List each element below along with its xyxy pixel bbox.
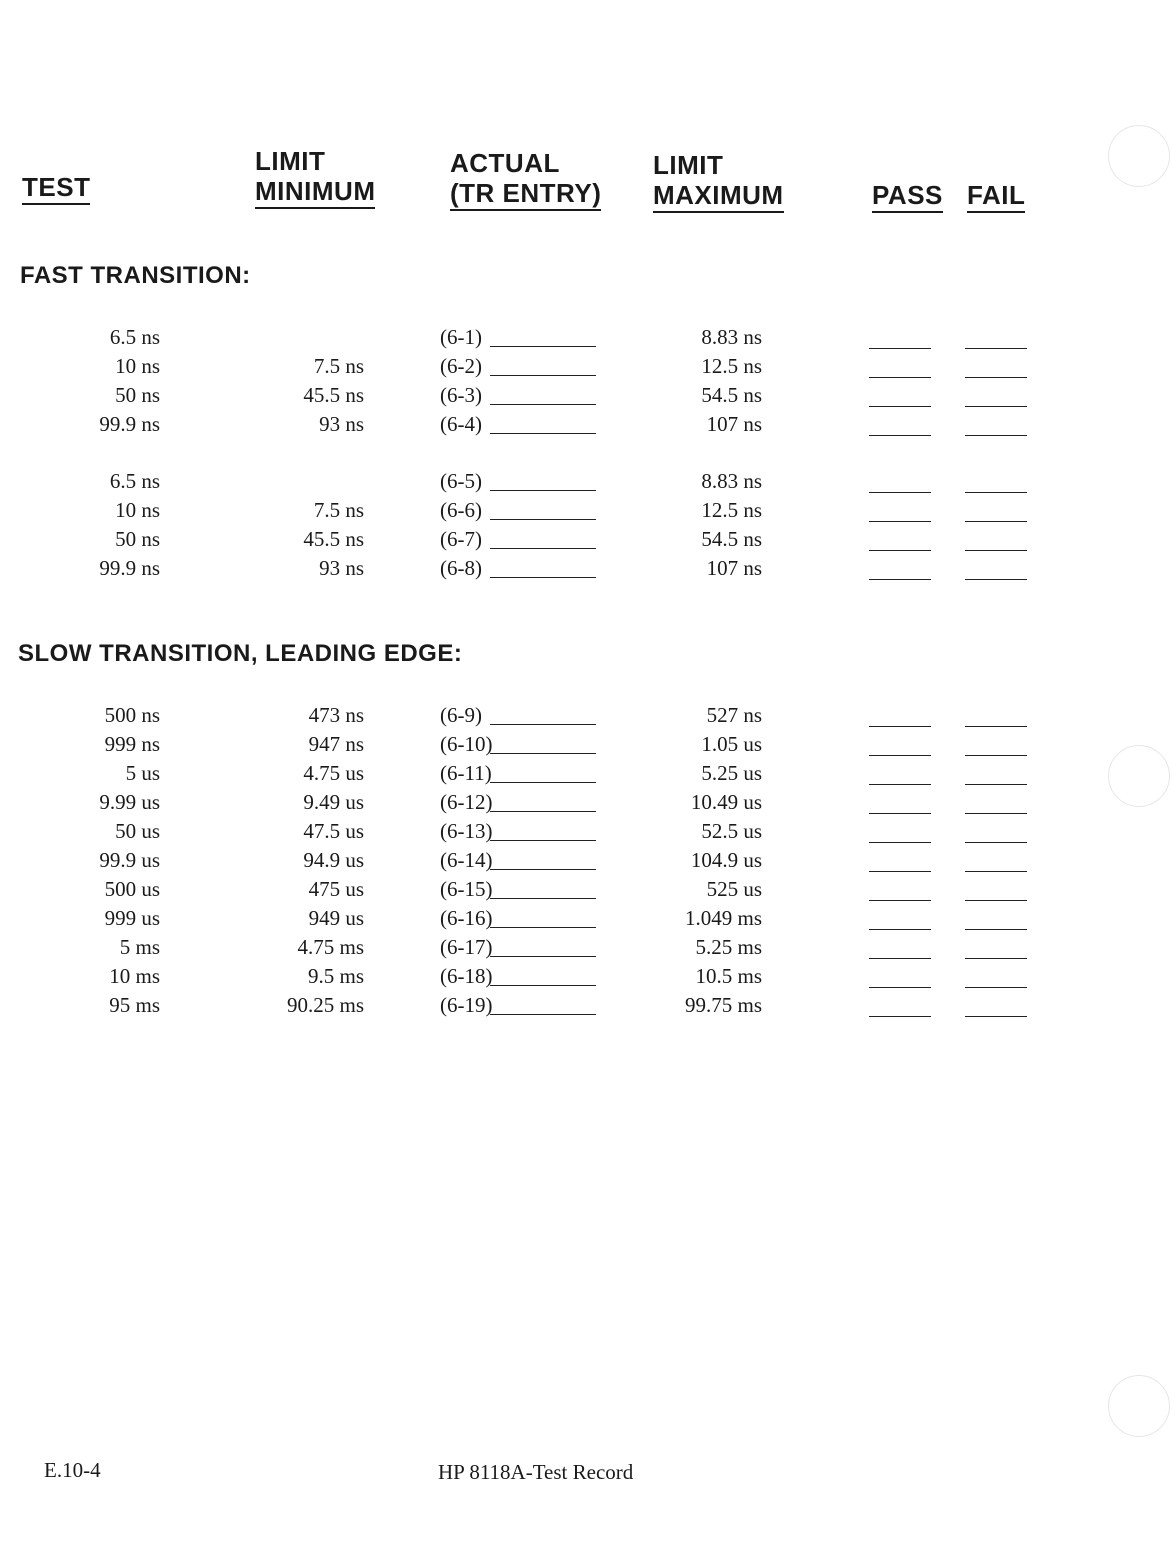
table-row [0,555,1176,584]
actual-entry-field[interactable] [490,519,596,520]
entry-reference: (6-13) [440,819,493,843]
limit-minimum-value: 93 ns [319,412,364,436]
table-row [0,992,1176,1021]
pass-field[interactable] [869,406,931,407]
limit-maximum-value: 8.83 ns [701,325,762,349]
actual-entry-field[interactable] [490,927,596,928]
fail-field[interactable] [965,929,1027,930]
table-row [0,818,1176,847]
limit-maximum-value: 1.05 us [701,732,762,756]
limit-maximum-value: 54.5 ns [701,383,762,407]
document-title: HP 8118A-Test Record [438,1460,634,1484]
fail-field[interactable] [965,900,1027,901]
limit-maximum-value: 52.5 us [701,819,762,843]
test-value: 99.9 us [99,848,160,872]
table-row [0,905,1176,934]
entry-reference: (6-17) [440,935,493,959]
pass-field[interactable] [869,521,931,522]
table-row [0,702,1176,731]
entry-reference: (6-2) [440,354,482,378]
table-row [0,324,1176,353]
header-limit-minimum-line2: MINIMUM [255,176,375,209]
limit-minimum-value: 47.5 us [303,819,364,843]
table-row [0,497,1176,526]
table-row [0,876,1176,905]
limit-minimum-value: 947 ns [308,732,364,756]
limit-minimum-value: 93 ns [319,556,364,580]
binder-hole-top [1108,125,1170,187]
pass-field[interactable] [869,987,931,988]
section-title-fast-transition: FAST TRANSITION: [20,262,251,289]
pass-field[interactable] [869,579,931,580]
fail-field[interactable] [965,348,1027,349]
section-title-slow-transition: SLOW TRANSITION, LEADING EDGE: [18,640,463,667]
entry-reference: (6-11) [440,761,492,785]
table-row [0,468,1176,497]
table-row [0,847,1176,876]
entry-reference: (6-7) [440,527,482,551]
table-row [0,526,1176,555]
pass-field[interactable] [869,377,931,378]
test-value: 6.5 ns [109,469,160,493]
actual-entry-field[interactable] [490,753,596,754]
limit-maximum-value: 8.83 ns [701,469,762,493]
fail-field[interactable] [965,958,1027,959]
test-value: 9.99 us [99,790,160,814]
limit-minimum-value: 45.5 ns [303,383,364,407]
limit-minimum-value: 90.25 ms [286,993,364,1017]
actual-entry-field[interactable] [490,433,596,434]
actual-entry-field[interactable] [490,490,596,491]
limit-maximum-value: 54.5 ns [701,527,762,551]
entry-reference: (6-9) [440,703,482,727]
table-row [0,789,1176,818]
fail-field[interactable] [965,871,1027,872]
actual-entry-field[interactable] [490,1014,596,1015]
header-limit-maximum [653,150,784,213]
test-value: 500 ns [104,703,160,727]
limit-maximum-value: 10.49 us [690,790,762,814]
header-pass [872,180,943,213]
limit-minimum-value: 4.75 ms [297,935,364,959]
header-actual-line1: ACTUAL [450,148,560,178]
table-row [0,760,1176,789]
limit-minimum-value: 475 us [308,877,364,901]
test-value: 99.9 ns [99,556,160,580]
test-value: 5 ms [119,935,160,959]
entry-reference: (6-18) [440,964,493,988]
pass-field[interactable] [869,929,931,930]
limit-maximum-value: 12.5 ns [701,498,762,522]
header-test-label: TEST [22,172,90,205]
fail-field[interactable] [965,492,1027,493]
limit-minimum-value: 949 us [308,906,364,930]
actual-entry-field[interactable] [490,548,596,549]
entry-reference: (6-12) [440,790,493,814]
limit-minimum-value: 9.49 us [303,790,364,814]
limit-maximum-value: 107 ns [706,412,762,436]
limit-minimum-value: 7.5 ns [313,498,364,522]
table-row [0,731,1176,760]
pass-field[interactable] [869,1016,931,1017]
header-limit-maximum-line1: LIMIT [653,150,724,180]
table-row [0,963,1176,992]
table-row [0,934,1176,963]
entry-reference: (6-8) [440,556,482,580]
actual-entry-field[interactable] [490,404,596,405]
limit-maximum-value: 99.75 ms [684,993,762,1017]
fail-field[interactable] [965,842,1027,843]
fail-field[interactable] [965,987,1027,988]
actual-entry-field[interactable] [490,869,596,870]
actual-entry-field[interactable] [490,577,596,578]
limit-minimum-value: 473 ns [308,703,364,727]
fail-field[interactable] [965,521,1027,522]
header-limit-minimum-line1: LIMIT [255,146,326,176]
limit-maximum-value: 5.25 us [701,761,762,785]
actual-entry-field[interactable] [490,898,596,899]
entry-reference: (6-16) [440,906,493,930]
entry-reference: (6-3) [440,383,482,407]
pass-field[interactable] [869,871,931,872]
pass-field[interactable] [869,784,931,785]
fail-field[interactable] [965,579,1027,580]
limit-minimum-value: 7.5 ns [313,354,364,378]
entry-reference: (6-19) [440,993,493,1017]
header-actual [450,148,601,211]
fail-field[interactable] [965,377,1027,378]
binder-hole-bottom [1108,1375,1170,1437]
header-actual-line2: (TR ENTRY) [450,178,601,211]
limit-maximum-value: 10.5 ms [695,964,762,988]
pass-field[interactable] [869,900,931,901]
fail-field[interactable] [965,784,1027,785]
limit-minimum-value: 94.9 us [303,848,364,872]
limit-maximum-value: 12.5 ns [701,354,762,378]
limit-minimum-value: 4.75 us [303,761,364,785]
header-fail-label: FAIL [967,180,1025,213]
test-value: 500 us [104,877,160,901]
limit-maximum-value: 107 ns [706,556,762,580]
test-value: 5 us [125,761,160,785]
test-value: 6.5 ns [109,325,160,349]
table-row [0,411,1176,440]
table-row [0,353,1176,382]
fail-field[interactable] [965,1016,1027,1017]
test-value: 50 us [115,819,160,843]
pass-field[interactable] [869,492,931,493]
entry-reference: (6-15) [440,877,493,901]
actual-entry-field[interactable] [490,985,596,986]
pass-field[interactable] [869,842,931,843]
limit-minimum-value: 9.5 ms [307,964,364,988]
header-fail [967,180,1025,213]
test-value: 999 ns [104,732,160,756]
actual-entry-field[interactable] [490,346,596,347]
test-value: 99.9 ns [99,412,160,436]
actual-entry-field[interactable] [490,840,596,841]
entry-reference: (6-6) [440,498,482,522]
test-value: 95 ms [109,993,160,1017]
fail-field[interactable] [965,755,1027,756]
test-value: 10 ns [115,354,160,378]
test-value: 10 ms [109,964,160,988]
header-limit-maximum-line2: MAXIMUM [653,180,784,213]
limit-maximum-value: 525 us [706,877,762,901]
header-test [22,172,90,205]
pass-field[interactable] [869,726,931,727]
entry-reference: (6-10) [440,732,493,756]
fail-field[interactable] [965,813,1027,814]
fail-field[interactable] [965,435,1027,436]
test-value: 50 ns [115,527,160,551]
table-row [0,382,1176,411]
fail-field[interactable] [965,726,1027,727]
actual-entry-field[interactable] [490,782,596,783]
limit-maximum-value: 104.9 us [690,848,762,872]
entry-reference: (6-4) [440,412,482,436]
limit-maximum-value: 5.25 ms [695,935,762,959]
pass-field[interactable] [869,958,931,959]
entry-reference: (6-5) [440,469,482,493]
pass-field[interactable] [869,755,931,756]
pass-field[interactable] [869,348,931,349]
actual-entry-field[interactable] [490,956,596,957]
header-limit-minimum [255,146,375,209]
actual-entry-field[interactable] [490,375,596,376]
entry-reference: (6-1) [440,325,482,349]
limit-maximum-value: 1.049 ms [684,906,762,930]
test-value: 50 ns [115,383,160,407]
actual-entry-field[interactable] [490,724,596,725]
fail-field[interactable] [965,550,1027,551]
actual-entry-field[interactable] [490,811,596,812]
limit-maximum-value: 527 ns [706,703,762,727]
entry-reference: (6-14) [440,848,493,872]
pass-field[interactable] [869,435,931,436]
binder-hole-middle [1108,745,1170,807]
limit-minimum-value: 45.5 ns [303,527,364,551]
test-value: 10 ns [115,498,160,522]
page-number: E.10-4 [44,1458,101,1482]
test-value: 999 us [104,906,160,930]
pass-field[interactable] [869,813,931,814]
fail-field[interactable] [965,406,1027,407]
header-pass-label: PASS [872,180,943,213]
pass-field[interactable] [869,550,931,551]
